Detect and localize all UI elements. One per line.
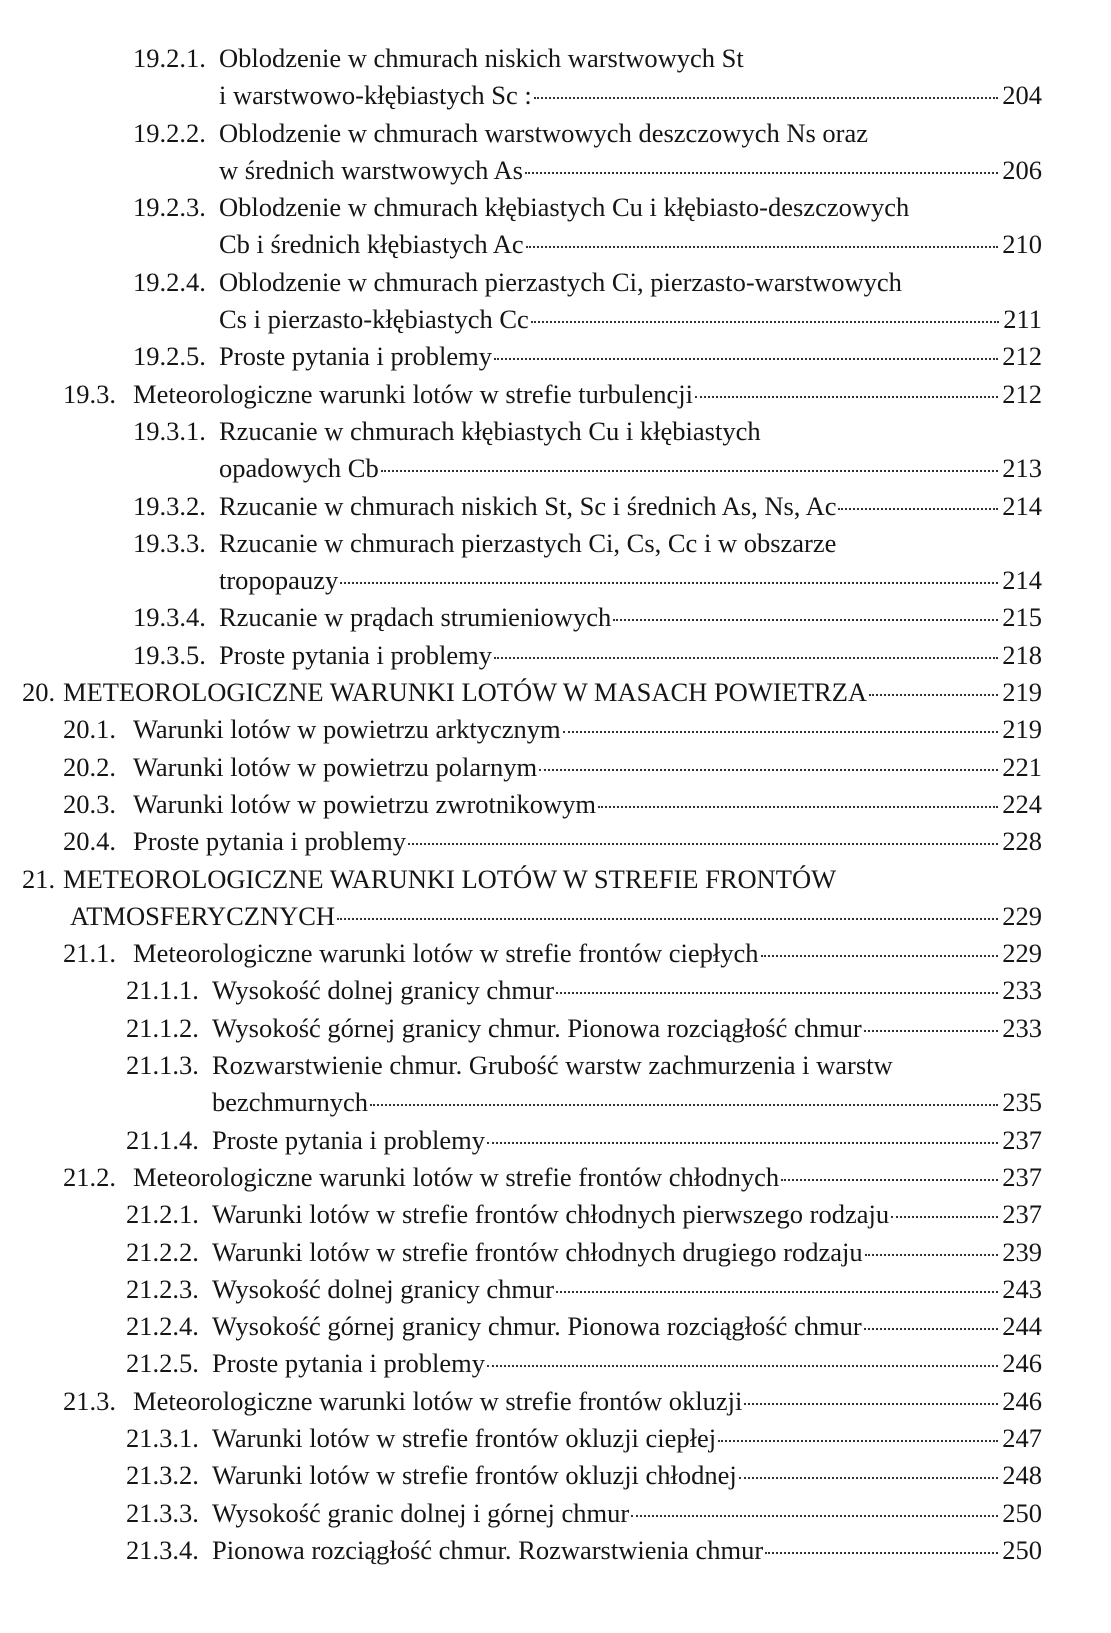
toc-entry-title: Proste pytania i problemy bbox=[219, 639, 493, 670]
dot-leader bbox=[744, 1403, 998, 1405]
toc-entry-title: Proste pytania i problemy bbox=[133, 826, 407, 857]
toc-entry-title: Warunki lotów w powietrzu arktycznym bbox=[133, 714, 561, 745]
dot-leader bbox=[869, 694, 998, 696]
toc-entry-title: Meteorologiczne warunki lotów w strefie turbulencji bbox=[133, 378, 694, 409]
toc-entry-number: 21.3.2. bbox=[126, 1460, 199, 1491]
toc-entry-page-number: 214 bbox=[1002, 490, 1042, 521]
toc-entry-number: 19.3.3. bbox=[133, 527, 206, 558]
toc-entry bbox=[0, 301, 1111, 338]
toc-entry-number: 21.2.5. bbox=[126, 1348, 199, 1379]
dot-leader bbox=[381, 470, 999, 472]
toc-entry bbox=[0, 898, 1111, 935]
toc-entry-row bbox=[219, 450, 1042, 487]
dot-leader bbox=[765, 1552, 998, 1554]
dot-leader bbox=[864, 1328, 999, 1330]
toc-entry-row bbox=[212, 1532, 1042, 1569]
toc-entry bbox=[0, 1383, 1111, 1420]
dot-leader bbox=[494, 657, 998, 659]
toc-entry-row bbox=[219, 338, 1042, 375]
toc-entry-title: Rzucanie w chmurach pierzastych Ci, Cs, Cc i w obszarze bbox=[219, 527, 837, 558]
toc-entry-row bbox=[133, 749, 1042, 786]
dot-leader bbox=[494, 358, 998, 360]
toc-entry-title: Warunki lotów w strefie frontów okluzji chłodnej bbox=[212, 1460, 737, 1491]
toc-entry-number: 20.4. bbox=[63, 826, 116, 857]
dot-leader bbox=[865, 1254, 999, 1256]
toc-entry-title: Oblodzenie w chmurach warstwowych deszczowych Ns oraz bbox=[219, 117, 869, 148]
toc-entry bbox=[0, 861, 1111, 898]
toc-entry-number: 21.2.4. bbox=[126, 1311, 199, 1342]
toc-entry-row bbox=[219, 525, 1042, 562]
toc-entry-number: 21.2. bbox=[63, 1161, 116, 1192]
toc-entry bbox=[0, 77, 1111, 114]
dot-leader bbox=[598, 806, 998, 808]
toc-entry bbox=[0, 1532, 1111, 1569]
toc-entry-number: 21.1.1. bbox=[126, 975, 199, 1006]
dot-leader bbox=[631, 1515, 998, 1517]
toc-entry-number: 19.2.1. bbox=[133, 43, 206, 73]
dot-leader bbox=[531, 321, 999, 323]
dot-leader bbox=[526, 246, 999, 248]
toc-entry bbox=[0, 972, 1111, 1009]
toc-entry bbox=[0, 1196, 1111, 1233]
toc-entry bbox=[0, 450, 1111, 487]
dot-leader bbox=[718, 1440, 998, 1442]
toc-entry-page-number: 237 bbox=[1002, 1199, 1042, 1230]
toc-entry-row bbox=[219, 488, 1042, 525]
toc-entry bbox=[0, 1271, 1111, 1308]
toc-entry bbox=[0, 562, 1111, 599]
toc-entry-page-number: 246 bbox=[1002, 1348, 1042, 1379]
toc-entry-number: 21.1.2. bbox=[126, 1012, 199, 1043]
toc-entry-row bbox=[219, 264, 1042, 301]
toc-entry-number: 19.2.3. bbox=[133, 192, 206, 223]
toc-entry-title: Cb i średnich kłębiastych Ac bbox=[219, 229, 524, 260]
toc-entry-row bbox=[63, 674, 1042, 711]
toc-entry-page-number: 248 bbox=[1002, 1460, 1042, 1491]
dot-leader bbox=[563, 731, 999, 733]
dot-leader bbox=[525, 172, 998, 174]
dot-leader bbox=[534, 97, 998, 99]
toc-entry bbox=[0, 226, 1111, 263]
toc-entry-row bbox=[212, 1122, 1042, 1159]
toc-entry-title: Warunki lotów w powietrzu polarnym bbox=[133, 751, 538, 782]
dot-leader bbox=[487, 1142, 998, 1144]
toc-entry-row bbox=[212, 1495, 1042, 1532]
toc-entry bbox=[0, 525, 1111, 562]
toc-entry-title: Wysokość górnej granicy chmur. Pionowa rozciągłość chmur bbox=[212, 1311, 862, 1342]
toc-entry-page-number: 221 bbox=[1002, 751, 1042, 782]
toc-entry bbox=[0, 1234, 1111, 1271]
toc-entry-title: Oblodzenie w chmurach kłębiastych Cu i kłębiasto-deszczowych bbox=[219, 192, 910, 223]
toc-entry-title: ATMOSFERYCZNYCH bbox=[70, 900, 336, 931]
toc-entry-number: 21.2.1. bbox=[126, 1199, 199, 1230]
toc-entry-page-number: 211 bbox=[1003, 304, 1042, 335]
toc-entry-number: 21.1.3. bbox=[126, 1050, 199, 1081]
toc-entry-title: opadowych Cb bbox=[219, 453, 379, 484]
toc-entry bbox=[0, 1084, 1111, 1121]
toc-entry-title: bezchmurnych bbox=[212, 1087, 368, 1118]
toc-entry-title: Wysokość dolnej granicy chmur bbox=[212, 975, 555, 1006]
toc-entry-row bbox=[70, 898, 1042, 935]
toc-entry-row bbox=[212, 1271, 1042, 1308]
toc-entry-row bbox=[212, 1010, 1042, 1047]
toc-entry-title: Oblodzenie w chmurach niskich warstwowych St bbox=[219, 43, 744, 73]
toc-entry-page-number: 218 bbox=[1002, 639, 1042, 670]
toc-entry bbox=[0, 1457, 1111, 1494]
toc-entry-number: 21.1. bbox=[63, 938, 116, 969]
toc-entry-row bbox=[219, 77, 1042, 114]
dot-leader bbox=[781, 1179, 998, 1181]
toc-entry-row bbox=[133, 823, 1042, 860]
toc-entry bbox=[0, 749, 1111, 786]
toc-entry-title: Wysokość granic dolnej i górnej chmur bbox=[212, 1497, 630, 1528]
toc-entry-page-number: 239 bbox=[1002, 1236, 1042, 1267]
toc-entry bbox=[0, 376, 1111, 413]
toc-entry-number: 21.3.4. bbox=[126, 1534, 199, 1565]
toc-entry-row bbox=[212, 1084, 1042, 1121]
toc-entry-row bbox=[133, 786, 1042, 823]
toc-entry-row bbox=[133, 376, 1042, 413]
toc-entry-row bbox=[212, 1420, 1042, 1457]
toc-entry-page-number: 229 bbox=[1002, 938, 1042, 969]
toc-entry bbox=[0, 1047, 1111, 1084]
dot-leader bbox=[370, 1104, 998, 1106]
toc-entry-page-number: 219 bbox=[1002, 714, 1042, 745]
dot-leader bbox=[695, 396, 998, 398]
toc-entry-page-number: 250 bbox=[1002, 1497, 1042, 1528]
toc-entry-row bbox=[219, 115, 1042, 152]
toc-entry-page-number: 237 bbox=[1002, 1161, 1042, 1192]
dot-leader bbox=[408, 843, 998, 845]
toc-entry-page-number: 233 bbox=[1002, 975, 1042, 1006]
toc-entry-page-number: 210 bbox=[1002, 229, 1042, 260]
toc-entry-number: 21.1.4. bbox=[126, 1124, 199, 1155]
toc-entry-row bbox=[219, 152, 1042, 189]
toc-entry-number: 19.2.5. bbox=[133, 341, 206, 372]
toc-entry-page-number: 229 bbox=[1002, 900, 1042, 931]
toc-entry-title: Proste pytania i problemy bbox=[219, 341, 493, 372]
toc-entry bbox=[0, 1308, 1111, 1345]
toc-entry bbox=[0, 1159, 1111, 1196]
toc-entry-number: 20.3. bbox=[63, 788, 116, 819]
toc-entry-row bbox=[219, 40, 1042, 77]
dot-leader bbox=[487, 1365, 998, 1367]
toc-entry-number: 20. bbox=[22, 677, 56, 708]
toc-entry-page-number: 214 bbox=[1002, 565, 1042, 596]
toc-entry bbox=[0, 711, 1111, 748]
toc-entry bbox=[0, 1495, 1111, 1532]
dot-leader bbox=[556, 1291, 998, 1293]
toc-entry-title: tropopauzy bbox=[219, 565, 339, 596]
toc-entry-title: i warstwowo-kłębiastych Sc : bbox=[219, 80, 532, 111]
toc-entry-title: Pionowa rozciągłość chmur. Rozwarstwienia chmur bbox=[212, 1534, 764, 1565]
toc-entry-title: METEOROLOGICZNE WARUNKI LOTÓW W STREFIE FRONTÓW bbox=[63, 863, 837, 894]
toc-entry-number: 21.3.3. bbox=[126, 1497, 199, 1528]
toc-entry-row bbox=[133, 1383, 1042, 1420]
toc-entry-title: Warunki lotów w strefie frontów okluzji ciepłej bbox=[212, 1422, 717, 1453]
toc-entry-number: 19.3. bbox=[63, 378, 116, 409]
toc-entry bbox=[0, 674, 1111, 711]
toc-entry-title: Warunki lotów w strefie frontów chłodnych pierwszego rodzaju bbox=[212, 1199, 890, 1230]
toc-entry-page-number: 219 bbox=[1002, 677, 1042, 708]
toc-entry-number: 19.2.2. bbox=[133, 117, 206, 148]
toc-entry-title: METEOROLOGICZNE WARUNKI LOTÓW W MASACH POWIETRZA bbox=[63, 677, 868, 708]
toc-entry bbox=[0, 786, 1111, 823]
toc-entry-number: 19.3.2. bbox=[133, 490, 206, 521]
dot-leader bbox=[761, 955, 999, 957]
toc-entry-number: 21. bbox=[22, 863, 56, 894]
toc-entry-page-number: 224 bbox=[1002, 788, 1042, 819]
toc-entry-number: 21.3.1. bbox=[126, 1422, 199, 1453]
toc-entry-title: Cs i pierzasto-kłębiastych Cc bbox=[219, 304, 529, 335]
toc-entry-row bbox=[212, 1047, 1042, 1084]
toc-entry-title: Proste pytania i problemy bbox=[212, 1124, 486, 1155]
toc-entry-title: Rzucanie w prądach strumieniowych bbox=[219, 602, 612, 633]
toc-entry-title: Meteorologiczne warunki lotów w strefie frontów ciepłych bbox=[133, 938, 759, 969]
dot-leader bbox=[739, 1477, 998, 1479]
toc-entry-number: 19.3.4. bbox=[133, 602, 206, 633]
dot-leader bbox=[864, 1030, 999, 1032]
toc-entry-page-number: 204 bbox=[1002, 80, 1042, 111]
toc-entry-row bbox=[219, 637, 1042, 674]
toc-entry bbox=[0, 935, 1111, 972]
toc-entry-number: 21.3. bbox=[63, 1385, 116, 1416]
dot-leader bbox=[340, 582, 998, 584]
toc-entry-page-number: 213 bbox=[1002, 453, 1042, 484]
toc-entry bbox=[0, 189, 1111, 226]
toc-entry-number: 19.3.5. bbox=[133, 639, 206, 670]
toc-entry-row bbox=[219, 189, 1042, 226]
toc-entry-row bbox=[212, 1345, 1042, 1382]
toc-entry bbox=[0, 1010, 1111, 1047]
toc-entry-title: Rozwarstwienie chmur. Grubość warstw zachmurzenia i warstw bbox=[212, 1050, 893, 1081]
toc-entry bbox=[0, 1420, 1111, 1457]
toc-entry-title: Rzucanie w chmurach kłębiastych Cu i kłębiastych bbox=[219, 415, 761, 446]
toc-entry bbox=[0, 40, 1111, 77]
toc-entry-number: 20.2. bbox=[63, 751, 116, 782]
toc-entry bbox=[0, 1122, 1111, 1159]
toc-entry bbox=[0, 413, 1111, 450]
toc-entry bbox=[0, 488, 1111, 525]
toc-entry-row bbox=[63, 861, 1042, 898]
toc-entry-number: 21.2.3. bbox=[126, 1273, 199, 1304]
toc-entry bbox=[0, 115, 1111, 152]
toc-entry-page-number: 250 bbox=[1002, 1534, 1042, 1565]
toc-entry bbox=[0, 823, 1111, 860]
toc-entry-title: Wysokość górnej granicy chmur. Pionowa rozciągłość chmur bbox=[212, 1012, 862, 1043]
toc-entry-row bbox=[219, 562, 1042, 599]
dot-leader bbox=[613, 619, 998, 621]
toc-entry-row bbox=[212, 1308, 1042, 1345]
toc-entry-row bbox=[212, 972, 1042, 1009]
toc-entry-row bbox=[212, 1234, 1042, 1271]
table-of-contents bbox=[0, 40, 1111, 1569]
toc-entry-page-number: 247 bbox=[1002, 1422, 1042, 1453]
toc-entry-row bbox=[133, 711, 1042, 748]
toc-entry-page-number: 228 bbox=[1002, 826, 1042, 857]
toc-entry-title: Proste pytania i problemy bbox=[212, 1348, 486, 1379]
toc-entry-row bbox=[219, 226, 1042, 263]
toc-entry bbox=[0, 152, 1111, 189]
toc-entry-row bbox=[133, 1159, 1042, 1196]
toc-entry-page-number: 212 bbox=[1002, 378, 1042, 409]
toc-entry-title: Wysokość dolnej granicy chmur bbox=[212, 1273, 555, 1304]
toc-entry-row bbox=[212, 1457, 1042, 1494]
toc-entry-title: Meteorologiczne warunki lotów w strefie frontów okluzji bbox=[133, 1385, 743, 1416]
toc-entry-page-number: 215 bbox=[1002, 602, 1042, 633]
toc-entry-number: 20.1. bbox=[63, 714, 116, 745]
toc-entry-title: Warunki lotów w powietrzu zwrotnikowym bbox=[133, 788, 596, 819]
toc-entry-row bbox=[219, 599, 1042, 636]
toc-entry-page-number: 243 bbox=[1002, 1273, 1042, 1304]
toc-entry bbox=[0, 637, 1111, 674]
toc-entry-number: 21.2.2. bbox=[126, 1236, 199, 1267]
toc-entry-title: Oblodzenie w chmurach pierzastych Ci, pierzasto-warstwowych bbox=[219, 266, 902, 297]
toc-entry-title: Rzucanie w chmurach niskich St, Sc i średnich As, Ns, Ac bbox=[219, 490, 837, 521]
toc-entry bbox=[0, 338, 1111, 375]
toc-entry-row bbox=[212, 1196, 1042, 1233]
toc-entry-title: Meteorologiczne warunki lotów w strefie frontów chłodnych bbox=[133, 1161, 780, 1192]
dot-leader bbox=[891, 1216, 998, 1218]
toc-entry-number: 19.3.1. bbox=[133, 415, 206, 446]
toc-entry-number: 19.2.4. bbox=[133, 266, 206, 297]
dot-leader bbox=[539, 769, 998, 771]
toc-entry-title: w średnich warstwowych As bbox=[219, 154, 523, 185]
dot-leader bbox=[337, 918, 998, 920]
toc-entry-page-number: 246 bbox=[1002, 1385, 1042, 1416]
toc-entry-page-number: 235 bbox=[1002, 1087, 1042, 1118]
toc-entry-row bbox=[219, 301, 1042, 338]
toc-entry-page-number: 233 bbox=[1002, 1012, 1042, 1043]
toc-entry-row bbox=[133, 935, 1042, 972]
toc-entry-title: Warunki lotów w strefie frontów chłodnych drugiego rodzaju bbox=[212, 1236, 863, 1267]
toc-entry-page-number: 206 bbox=[1002, 154, 1042, 185]
toc-entry-row bbox=[219, 413, 1042, 450]
dot-leader bbox=[556, 992, 998, 994]
dot-leader bbox=[838, 508, 998, 510]
toc-entry-page-number: 244 bbox=[1002, 1311, 1042, 1342]
toc-entry bbox=[0, 264, 1111, 301]
toc-entry bbox=[0, 599, 1111, 636]
toc-entry-page-number: 237 bbox=[1002, 1124, 1042, 1155]
toc-entry bbox=[0, 1345, 1111, 1382]
toc-entry-page-number: 212 bbox=[1002, 341, 1042, 372]
